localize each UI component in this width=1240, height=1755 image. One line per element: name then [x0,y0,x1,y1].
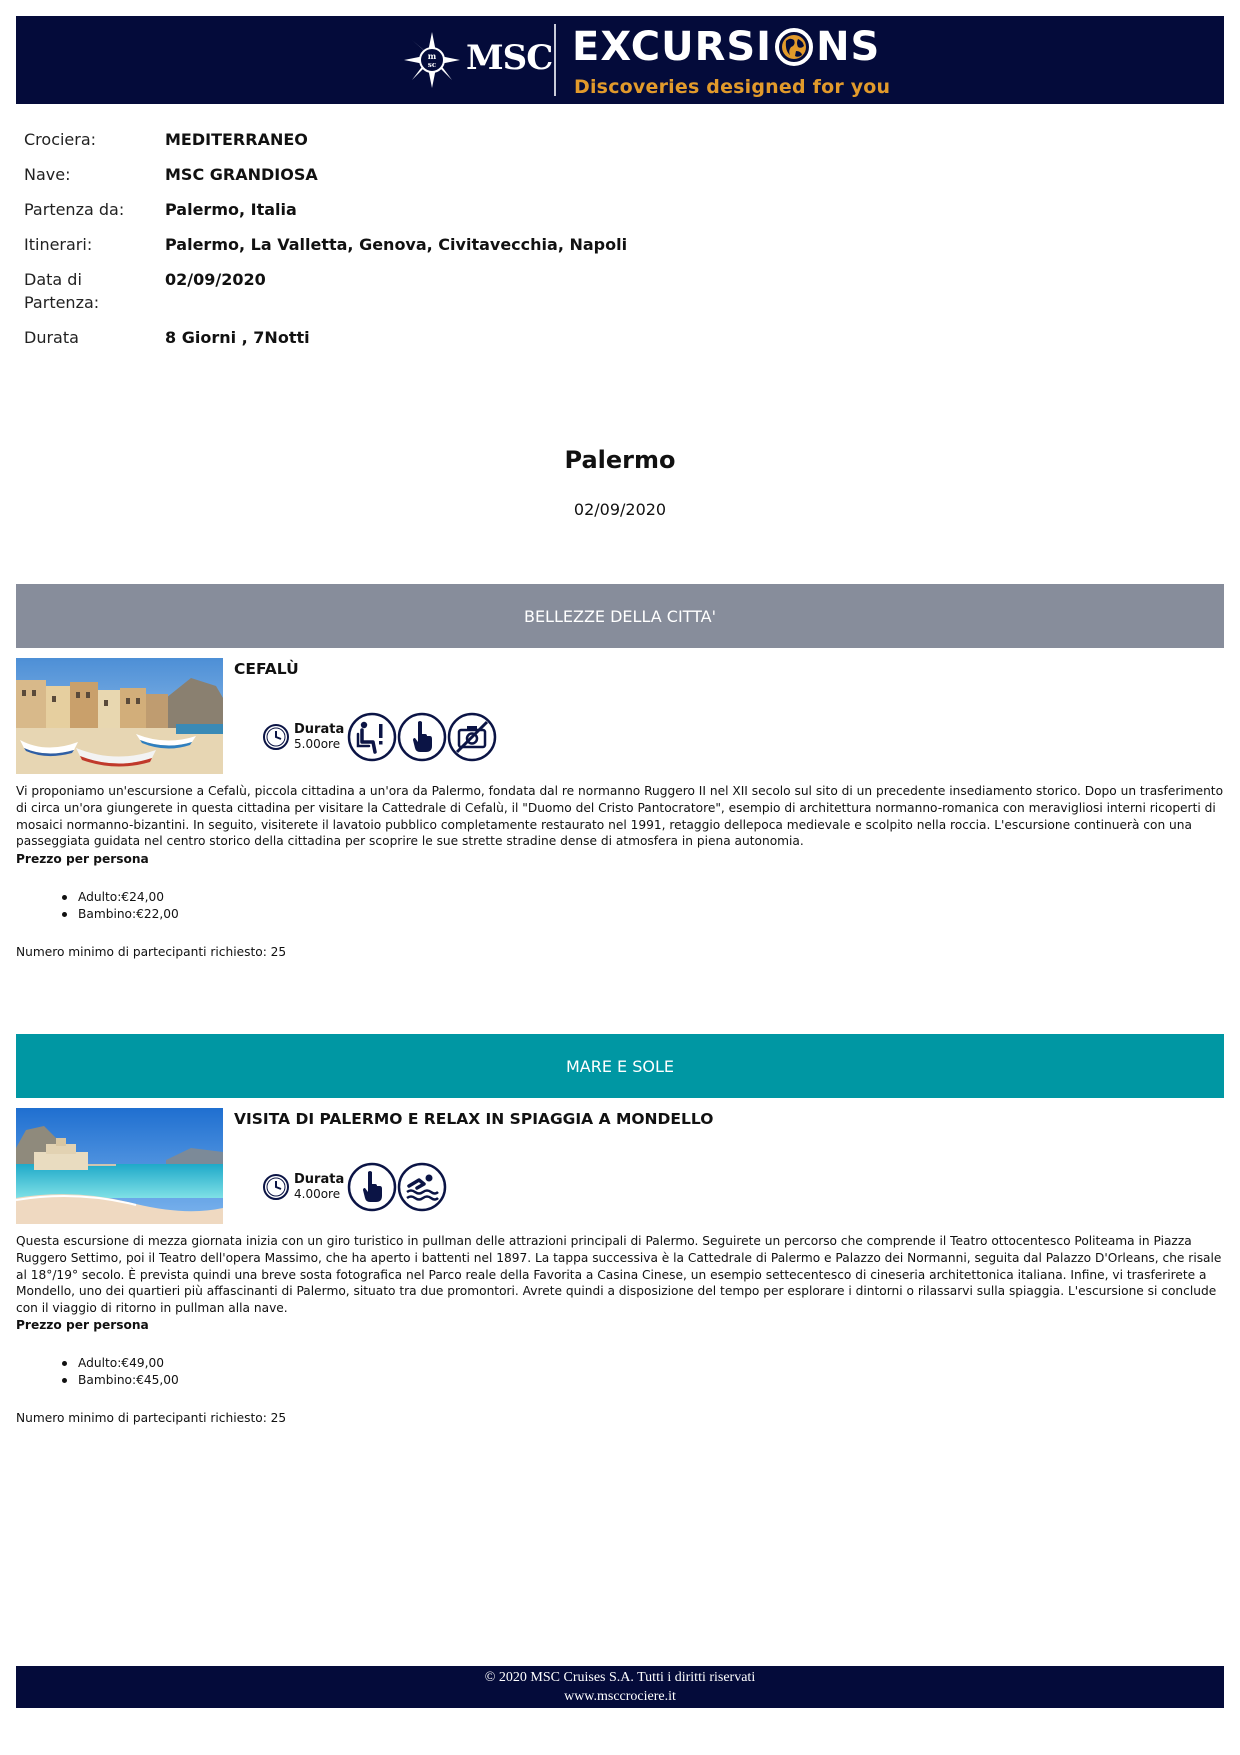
port-title: Palermo [564,446,676,474]
min-participants: Numero minimo di partecipanti richiesto: 25 [16,1411,287,1425]
price-adult: Adulto:€24,00 [62,889,179,906]
no-photo-icon [447,712,497,762]
ship-row [24,163,318,186]
departure-date-label: Data di Partenza: [24,270,100,312]
category-bar-mare-e-sole [16,1034,1224,1098]
copyright-text: © 2020 MSC Cruises S.A. Tutti i diritti riservati [484,1670,756,1685]
departure-value: Palermo, Italia [165,200,297,219]
departure-date-value: 02/09/2020 [165,270,266,289]
ship-label: Nave: [24,165,71,184]
excursion-description: Questa escursione di mezza giornata inizia con un giro turistico in pullman delle attrazioni principali di Palermo. Seguirete un percorso che comprende il Teatro ottocentesco Politeama in Piazza Ruggero Settimo, poi il Teatro dell'opera Massimo, che ha aperto i battenti nel 1897. La tappa successiva è la Cattedrale di Palermo e Palazzo dei Normanni, seguita dal Palazzo D'Orleans, che risale al 18°/19° secolo. È prevista quindi una breve sosta fotografica nel Parco reale della Favorita a Casina Cinese, un esempio settecentesco di cineseria architettonica italiana. Infine, vi trasferirete a Mondello, uno dei quartieri più affascinanti di Palermo, situato tra due promontori. Avrete quindi a disposizione del tempo per esplorare i dintorni o rilassarvi sulla spiaggia. L'escursione si conclude con il viaggio di ritorno in pullman alla nave. [16,1234,1222,1316]
cefalu-photo [16,658,223,774]
globe-icon [774,27,814,67]
duration-label: Durata [294,722,345,737]
excursions-text-right: NS [816,24,881,70]
swimming-icon [397,1162,447,1212]
departure-date-row [24,268,266,314]
duration-value: 5.00ore [294,737,341,751]
itinerary-value: Palermo, La Valletta, Genova, Civitavecchia, Napoli [165,235,628,254]
msc-excursions-logo [388,16,900,104]
category-label: MARE E SOLE [565,1056,675,1076]
price-list [62,1355,179,1389]
svg-text:sc: sc [427,60,437,69]
duration-info [294,723,344,751]
excursion-title: VISITA DI PALERMO E RELAX IN SPIAGGIA A MONDELLO [234,1110,714,1128]
price-child: Bambino:€45,00 [62,1372,179,1389]
excursion-title: CEFALÙ [234,660,299,678]
port-date: 02/09/2020 [573,500,667,519]
seated-warning-icon [347,712,397,762]
min-participants: Numero minimo di partecipanti richiesto: 25 [16,945,287,959]
excursions-wordmark [572,22,880,72]
itinerary-row [24,233,627,256]
category-bar-bellezze [16,584,1224,648]
price-list [62,889,179,923]
msc-compass-emblem-icon [402,30,462,90]
departure-label: Partenza da: [24,200,125,219]
duration-label: Durata [24,328,79,347]
cruise-row [24,128,308,151]
duration-value: 8 Giorni , 7Notti [165,328,310,347]
excursion-description: Vi proponiamo un'escursione a Cefalù, piccola cittadina a un'ora da Palermo, fondata dal re normanno Ruggero II nel XII secolo sul sito di un precedente insediamento storico. Dopo un trasferimento di circa un'ora giungerete in questa cittadina per visitare la Cattedrale di Cefalù, il "Duomo del Cristo Pantocratore", esempio di architettura normanno-romanica con meravigliosi interni ricoperti di mosaici normanno-bizantini. In seguito, visiterete il lavatoio pubblico completamente restaurato nel 1991, retaggio dellepoca medievale e scolpito nella roccia. L'escursione continuerà con una passeggiata guidata nel centro storico della cittadina per scoprire le sue strette stradine dense di atmosfera in piena autonomia. [16,784,1224,849]
hand-touch-icon [347,1162,397,1212]
msc-brand-text: MSC [466,38,553,78]
price-child: Bambino:€22,00 [62,906,179,923]
cruise-label: Crociera: [24,130,97,149]
duration-row [24,326,310,349]
excursions-text-left: EXCURSI [572,24,773,70]
departure-row [24,198,297,221]
cruise-value: MEDITERRANEO [165,130,308,149]
page-footer [16,1666,1224,1708]
mondello-photo [16,1108,223,1224]
hand-touch-icon [397,712,447,762]
excursion-meta [262,1162,447,1212]
clock-icon [262,1173,290,1201]
price-heading: Prezzo per persona [16,852,149,866]
duration-value: 4.00ore [294,1187,341,1201]
price-heading: Prezzo per persona [16,1318,149,1332]
header-banner [16,16,1224,104]
tagline: Discoveries designed for you [574,76,891,98]
excursion-meta [262,712,497,762]
itinerary-label: Itinerari: [24,235,93,254]
website-link[interactable]: www.msccrociere.it [564,1689,676,1704]
category-label: BELLEZZE DELLA CITTA' [523,606,717,626]
duration-info [294,1173,344,1201]
ship-value: MSC GRANDIOSA [165,165,318,184]
svg-text:m: m [427,51,437,61]
logo-divider [554,24,556,96]
duration-label: Durata [294,1172,345,1187]
price-adult: Adulto:€49,00 [62,1355,179,1372]
clock-icon [262,723,290,751]
